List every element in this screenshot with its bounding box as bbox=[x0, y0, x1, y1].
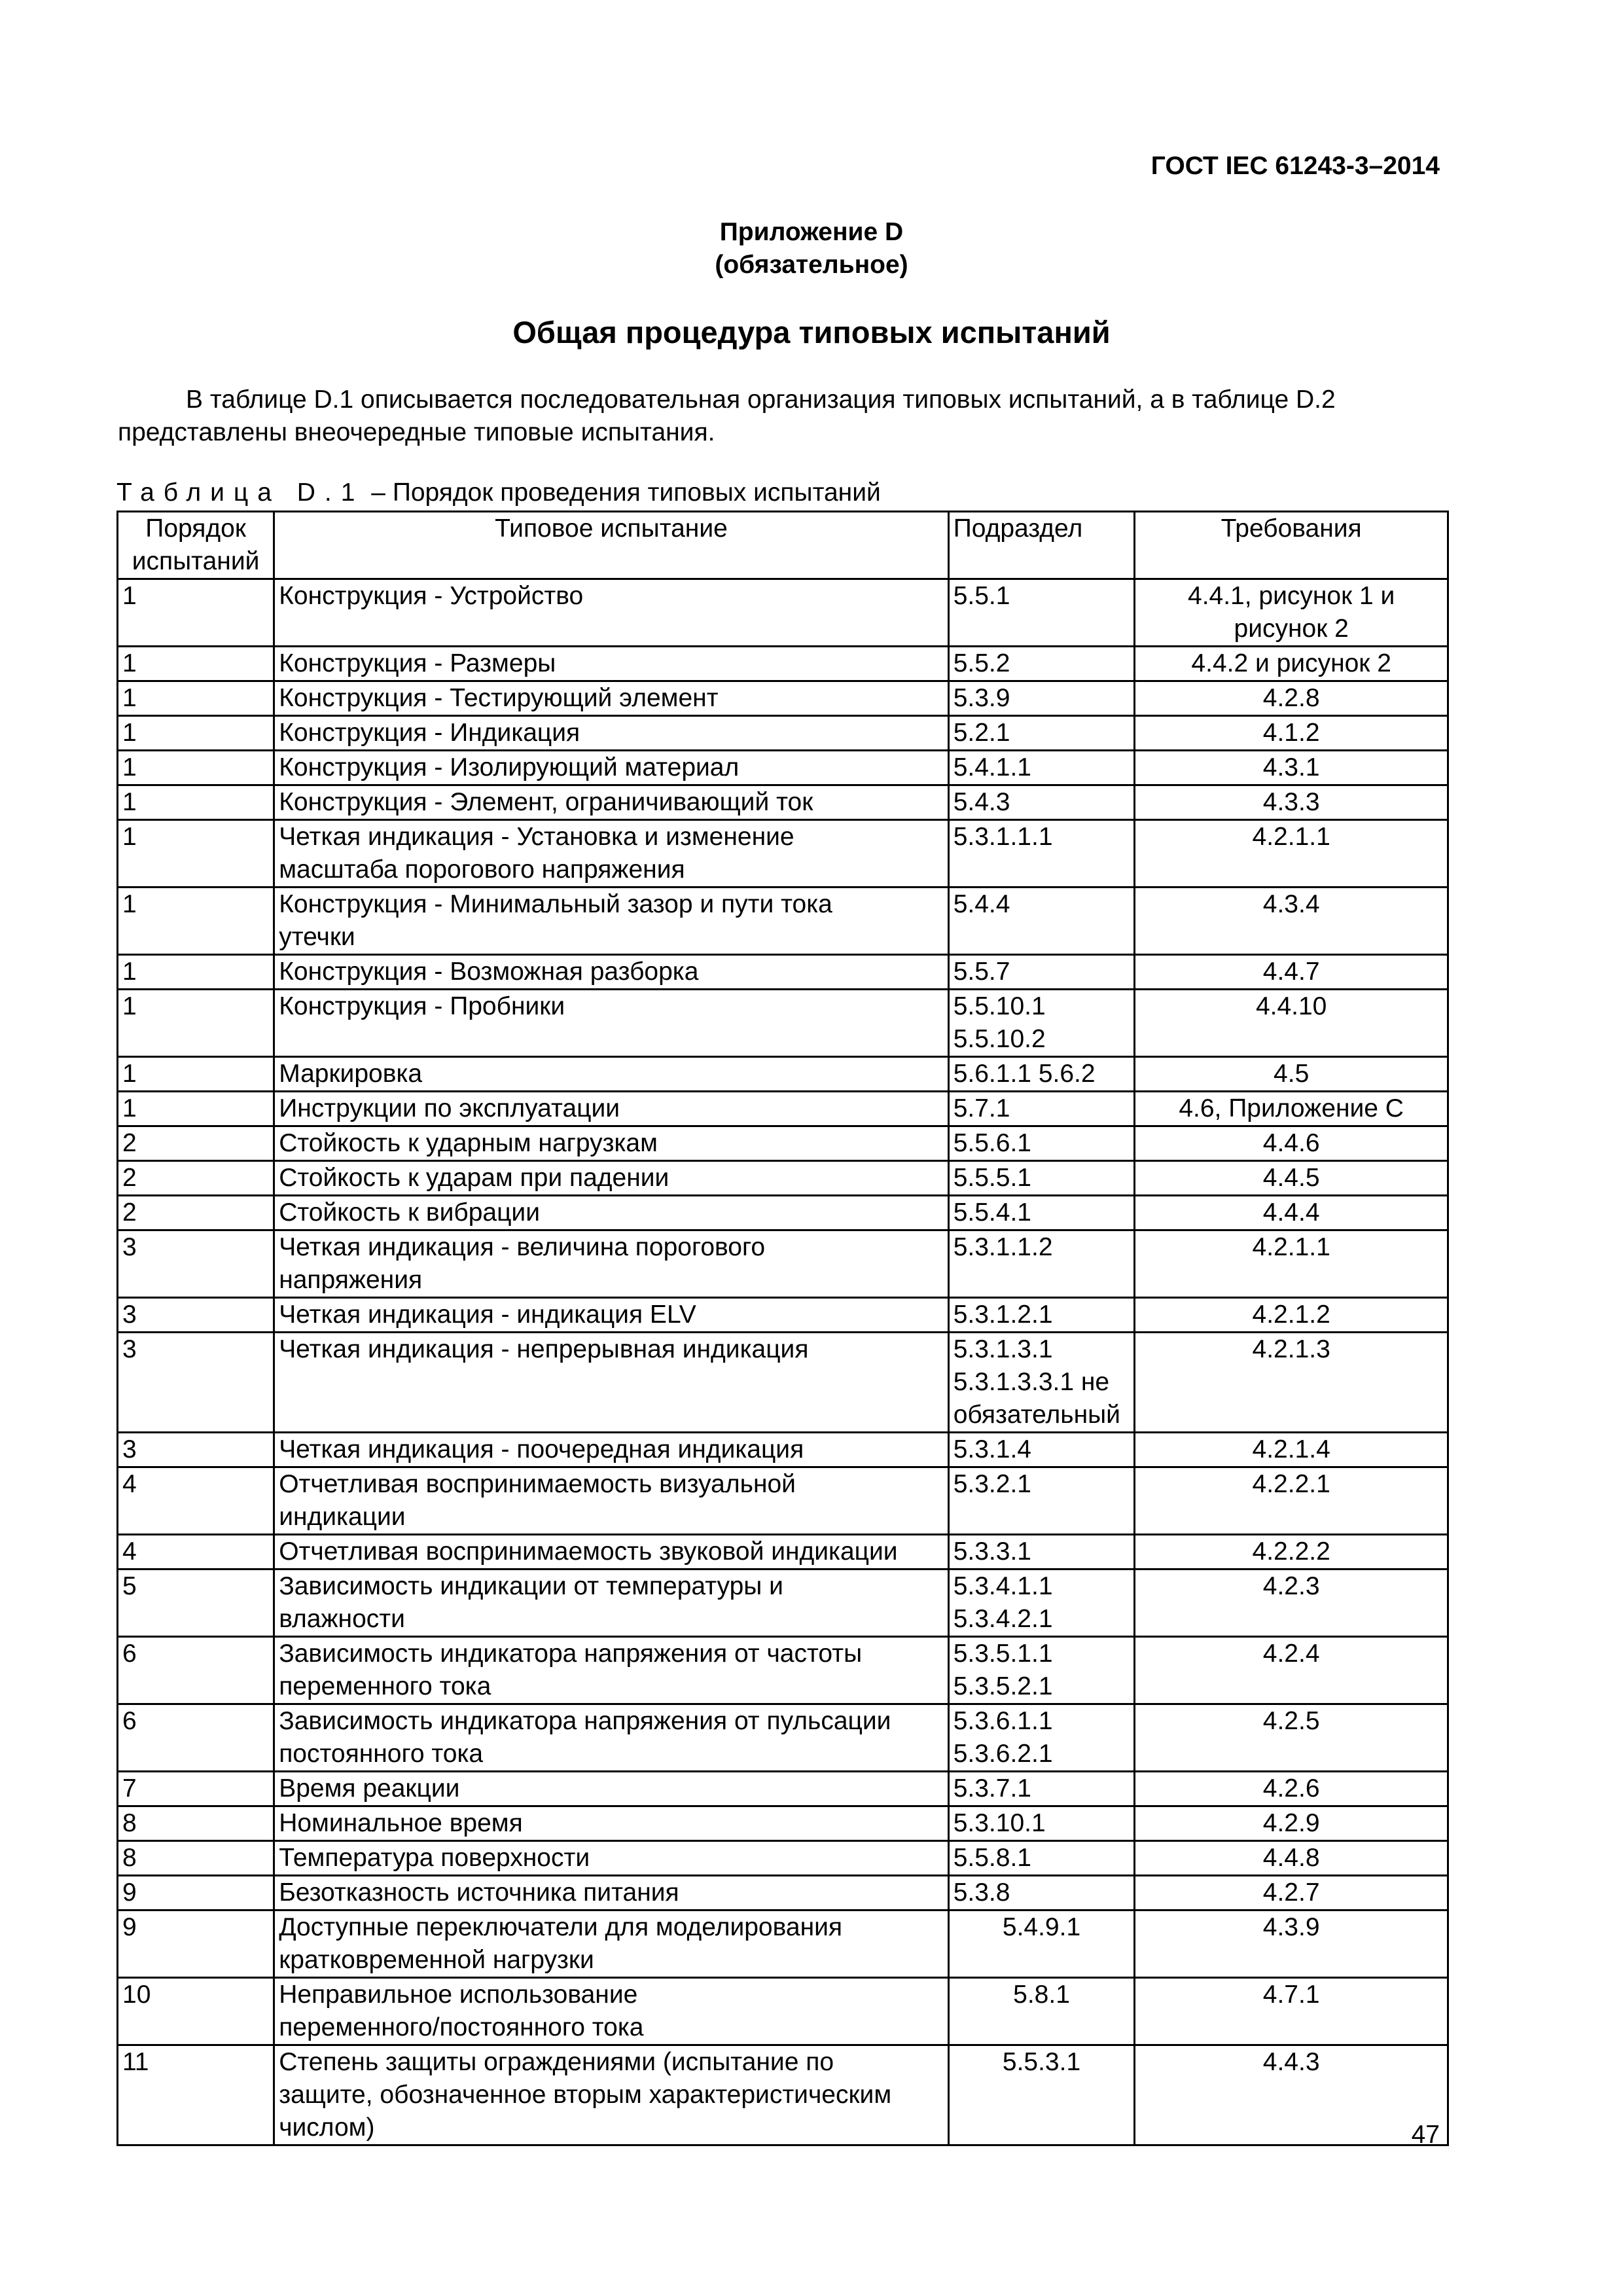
cell-test: Конструкция - Изолирующий материал bbox=[274, 751, 949, 785]
table-row bbox=[118, 1637, 1448, 1704]
cell-section: 5.5.6.1 bbox=[948, 1126, 1135, 1161]
cell-requirements: 4.4.10 bbox=[1135, 990, 1448, 1057]
intro-paragraph: В таблице D.1 описывается последовательная организация типовых испытаний, а в таблице D.2 представлены внеочередные типовые испытания. bbox=[118, 386, 1336, 446]
table-row bbox=[118, 1978, 1448, 2045]
cell-order: 4 bbox=[118, 1535, 274, 1570]
cell-requirements: 4.3.3 bbox=[1135, 785, 1448, 820]
cell-section: 5.3.2.1 bbox=[948, 1467, 1135, 1535]
table-row bbox=[118, 820, 1448, 888]
cell-order: 7 bbox=[118, 1772, 274, 1806]
cell-section: 5.5.3.1 bbox=[948, 2045, 1135, 2145]
cell-test: Температура поверхности bbox=[274, 1841, 949, 1876]
cell-section: 5.4.1.1 bbox=[948, 751, 1135, 785]
cell-order: 2 bbox=[118, 1126, 274, 1161]
cell-requirements: 4.6, Приложение С bbox=[1135, 1092, 1448, 1126]
cell-section: 5.3.8 bbox=[948, 1876, 1135, 1910]
cell-order: 6 bbox=[118, 1704, 274, 1772]
header-test: Типовое испытание bbox=[274, 512, 949, 579]
cell-section: 5.3.1.1.1 bbox=[948, 820, 1135, 888]
cell-test: Маркировка bbox=[274, 1057, 949, 1092]
cell-section: 5.5.7 bbox=[948, 955, 1135, 990]
cell-section: 5.3.6.1.1 5.3.6.2.1 bbox=[948, 1704, 1135, 1772]
cell-order: 4 bbox=[118, 1467, 274, 1535]
cell-section: 5.3.7.1 bbox=[948, 1772, 1135, 1806]
cell-order: 1 bbox=[118, 681, 274, 716]
cell-section: 5.3.4.1.1 5.3.4.2.1 bbox=[948, 1570, 1135, 1637]
cell-order: 1 bbox=[118, 820, 274, 888]
table-row bbox=[118, 1092, 1448, 1126]
cell-requirements: 4.2.1.4 bbox=[1135, 1433, 1448, 1467]
cell-order: 2 bbox=[118, 1161, 274, 1196]
cell-order: 10 bbox=[118, 1978, 274, 2045]
cell-test: Отчетливая воспринимаемость визуальной индикации bbox=[274, 1467, 949, 1535]
appendix-heading bbox=[0, 216, 1623, 281]
cell-test: Конструкция - Возможная разборка bbox=[274, 955, 949, 990]
cell-order: 1 bbox=[118, 647, 274, 681]
cell-requirements: 4.4.5 bbox=[1135, 1161, 1448, 1196]
cell-requirements: 4.3.4 bbox=[1135, 888, 1448, 955]
cell-section: 5.3.1.1.2 bbox=[948, 1230, 1135, 1298]
cell-order: 1 bbox=[118, 785, 274, 820]
table-body bbox=[118, 579, 1448, 2145]
cell-section: 5.5.8.1 bbox=[948, 1841, 1135, 1876]
cell-requirements: 4.2.5 bbox=[1135, 1704, 1448, 1772]
cell-section: 5.3.1.3.1 5.3.1.3.3.1 не обязательный bbox=[948, 1333, 1135, 1433]
cell-requirements: 4.2.6 bbox=[1135, 1772, 1448, 1806]
table-row bbox=[118, 1535, 1448, 1570]
cell-requirements: 4.4.6 bbox=[1135, 1126, 1448, 1161]
cell-test: Конструкция - Размеры bbox=[274, 647, 949, 681]
cell-test: Отчетливая воспринимаемость звуковой индикации bbox=[274, 1535, 949, 1570]
cell-requirements: 4.3.1 bbox=[1135, 751, 1448, 785]
appendix-label: Приложение D bbox=[719, 218, 904, 246]
cell-section: 5.3.10.1 bbox=[948, 1806, 1135, 1841]
cell-requirements: 4.2.2.1 bbox=[1135, 1467, 1448, 1535]
table-row bbox=[118, 888, 1448, 955]
cell-section: 5.7.1 bbox=[948, 1092, 1135, 1126]
cell-order: 5 bbox=[118, 1570, 274, 1637]
cell-order: 2 bbox=[118, 1196, 274, 1230]
cell-requirements: 4.4.4 bbox=[1135, 1196, 1448, 1230]
table-row bbox=[118, 1196, 1448, 1230]
table-row bbox=[118, 681, 1448, 716]
cell-test: Безотказность источника питания bbox=[274, 1876, 949, 1910]
cell-requirements: 4.5 bbox=[1135, 1057, 1448, 1092]
appendix-status: (обязательное) bbox=[715, 251, 908, 279]
table-row bbox=[118, 579, 1448, 647]
cell-requirements: 4.2.2.2 bbox=[1135, 1535, 1448, 1570]
cell-section: 5.3.5.1.1 5.3.5.2.1 bbox=[948, 1637, 1135, 1704]
cell-order: 1 bbox=[118, 888, 274, 955]
cell-test: Неправильное использование переменного/постоянного тока bbox=[274, 1978, 949, 2045]
table-row bbox=[118, 1333, 1448, 1433]
cell-test: Четкая индикация - поочередная индикация bbox=[274, 1433, 949, 1467]
table-row bbox=[118, 1806, 1448, 1841]
cell-order: 6 bbox=[118, 1637, 274, 1704]
cell-requirements: 4.4.8 bbox=[1135, 1841, 1448, 1876]
type-tests-table bbox=[116, 511, 1449, 2146]
cell-section: 5.3.1.2.1 bbox=[948, 1298, 1135, 1333]
cell-test: Инструкции по эксплуатации bbox=[274, 1092, 949, 1126]
cell-section: 5.5.4.1 bbox=[948, 1196, 1135, 1230]
cell-order: 1 bbox=[118, 1057, 274, 1092]
cell-test: Конструкция - Пробники bbox=[274, 990, 949, 1057]
cell-order: 3 bbox=[118, 1433, 274, 1467]
table-row bbox=[118, 751, 1448, 785]
table-row bbox=[118, 955, 1448, 990]
cell-order: 9 bbox=[118, 1910, 274, 1978]
table-row bbox=[118, 1298, 1448, 1333]
cell-requirements: 4.2.1.1 bbox=[1135, 1230, 1448, 1298]
cell-requirements: 4.7.1 bbox=[1135, 1978, 1448, 2045]
header-order: Порядок испытаний bbox=[118, 512, 274, 579]
header-requirements: Требования bbox=[1135, 512, 1448, 579]
cell-section: 5.5.5.1 bbox=[948, 1161, 1135, 1196]
table-caption-text: – Порядок проведения типовых испытаний bbox=[371, 478, 881, 507]
cell-requirements: 4.2.7 bbox=[1135, 1876, 1448, 1910]
cell-order: 1 bbox=[118, 579, 274, 647]
cell-test: Конструкция - Элемент, ограничивающий ток bbox=[274, 785, 949, 820]
cell-requirements: 4.4.1, рисунок 1 и рисунок 2 bbox=[1135, 579, 1448, 647]
table-row bbox=[118, 1704, 1448, 1772]
cell-requirements: 4.2.9 bbox=[1135, 1806, 1448, 1841]
table-row bbox=[118, 647, 1448, 681]
cell-order: 1 bbox=[118, 1092, 274, 1126]
cell-section: 5.5.10.1 5.5.10.2 bbox=[948, 990, 1135, 1057]
cell-test: Зависимость индикатора напряжения от частоты переменного тока bbox=[274, 1637, 949, 1704]
table-row bbox=[118, 1772, 1448, 1806]
table-row bbox=[118, 2045, 1448, 2145]
table-row bbox=[118, 1467, 1448, 1535]
table-row bbox=[118, 1161, 1448, 1196]
table-row bbox=[118, 1570, 1448, 1637]
cell-requirements: 4.2.4 bbox=[1135, 1637, 1448, 1704]
cell-requirements: 4.2.1.3 bbox=[1135, 1333, 1448, 1433]
cell-test: Конструкция - Тестирующий элемент bbox=[274, 681, 949, 716]
cell-requirements: 4.1.2 bbox=[1135, 716, 1448, 751]
cell-test: Четкая индикация - непрерывная индикация bbox=[274, 1333, 949, 1433]
document-code: ГОСТ IEC 61243-3–2014 bbox=[1150, 152, 1440, 180]
cell-test: Зависимость индикации от температуры и влажности bbox=[274, 1570, 949, 1637]
cell-test: Время реакции bbox=[274, 1772, 949, 1806]
cell-requirements: 4.3.9 bbox=[1135, 1910, 1448, 1978]
cell-order: 11 bbox=[118, 2045, 274, 2145]
cell-test: Четкая индикация - Установка и изменение масштаба порогового напряжения bbox=[274, 820, 949, 888]
table-caption-label: Таблица D.1 bbox=[116, 478, 365, 507]
cell-section: 5.6.1.1 5.6.2 bbox=[948, 1057, 1135, 1092]
cell-order: 3 bbox=[118, 1230, 274, 1298]
cell-requirements: 4.2.1.2 bbox=[1135, 1298, 1448, 1333]
cell-requirements: 4.2.1.1 bbox=[1135, 820, 1448, 888]
cell-test: Конструкция - Устройство bbox=[274, 579, 949, 647]
table-row bbox=[118, 990, 1448, 1057]
cell-test: Конструкция - Индикация bbox=[274, 716, 949, 751]
cell-order: 1 bbox=[118, 751, 274, 785]
cell-test: Четкая индикация - индикация ELV bbox=[274, 1298, 949, 1333]
cell-section: 5.3.3.1 bbox=[948, 1535, 1135, 1570]
table-row bbox=[118, 1910, 1448, 1978]
cell-test: Стойкость к вибрации bbox=[274, 1196, 949, 1230]
table-row bbox=[118, 1057, 1448, 1092]
cell-test: Четкая индикация - величина порогового напряжения bbox=[274, 1230, 949, 1298]
cell-order: 1 bbox=[118, 716, 274, 751]
appendix-title: Общая процедура типовых испытаний bbox=[512, 315, 1111, 350]
cell-test: Зависимость индикатора напряжения от пульсации постоянного тока bbox=[274, 1704, 949, 1772]
cell-section: 5.4.4 bbox=[948, 888, 1135, 955]
cell-order: 1 bbox=[118, 990, 274, 1057]
page-number: 47 bbox=[1411, 2121, 1440, 2149]
cell-section: 5.3.1.4 bbox=[948, 1433, 1135, 1467]
header-section: Подраздел bbox=[948, 512, 1135, 579]
table-row bbox=[118, 716, 1448, 751]
table-row bbox=[118, 1126, 1448, 1161]
cell-order: 3 bbox=[118, 1298, 274, 1333]
cell-requirements: 4.2.3 bbox=[1135, 1570, 1448, 1637]
table-row bbox=[118, 1230, 1448, 1298]
cell-section: 5.8.1 bbox=[948, 1978, 1135, 2045]
cell-requirements: 4.2.8 bbox=[1135, 681, 1448, 716]
cell-order: 8 bbox=[118, 1841, 274, 1876]
cell-test: Доступные переключатели для моделирования кратковременной нагрузки bbox=[274, 1910, 949, 1978]
cell-order: 8 bbox=[118, 1806, 274, 1841]
cell-requirements: 4.4.2 и рисунок 2 bbox=[1135, 647, 1448, 681]
cell-section: 5.4.3 bbox=[948, 785, 1135, 820]
table-row bbox=[118, 1841, 1448, 1876]
cell-section: 5.3.9 bbox=[948, 681, 1135, 716]
table-row bbox=[118, 1876, 1448, 1910]
cell-order: 9 bbox=[118, 1876, 274, 1910]
table-caption bbox=[116, 476, 881, 509]
table-row bbox=[118, 785, 1448, 820]
cell-test: Стойкость к ударным нагрузкам bbox=[274, 1126, 949, 1161]
cell-requirements: 4.4.7 bbox=[1135, 955, 1448, 990]
cell-section: 5.4.9.1 bbox=[948, 1910, 1135, 1978]
cell-order: 1 bbox=[118, 955, 274, 990]
table-header-row bbox=[118, 512, 1448, 579]
cell-test: Степень защиты ограждениями (испытание по защите, обозначенное вторым характеристическим числом) bbox=[274, 2045, 949, 2145]
cell-section: 5.5.1 bbox=[948, 579, 1135, 647]
cell-section: 5.2.1 bbox=[948, 716, 1135, 751]
cell-section: 5.5.2 bbox=[948, 647, 1135, 681]
table-row bbox=[118, 1433, 1448, 1467]
cell-test: Стойкость к ударам при падении bbox=[274, 1161, 949, 1196]
cell-requirements: 4.4.3 bbox=[1135, 2045, 1448, 2145]
cell-test: Номинальное время bbox=[274, 1806, 949, 1841]
cell-test: Конструкция - Минимальный зазор и пути тока утечки bbox=[274, 888, 949, 955]
cell-order: 3 bbox=[118, 1333, 274, 1433]
